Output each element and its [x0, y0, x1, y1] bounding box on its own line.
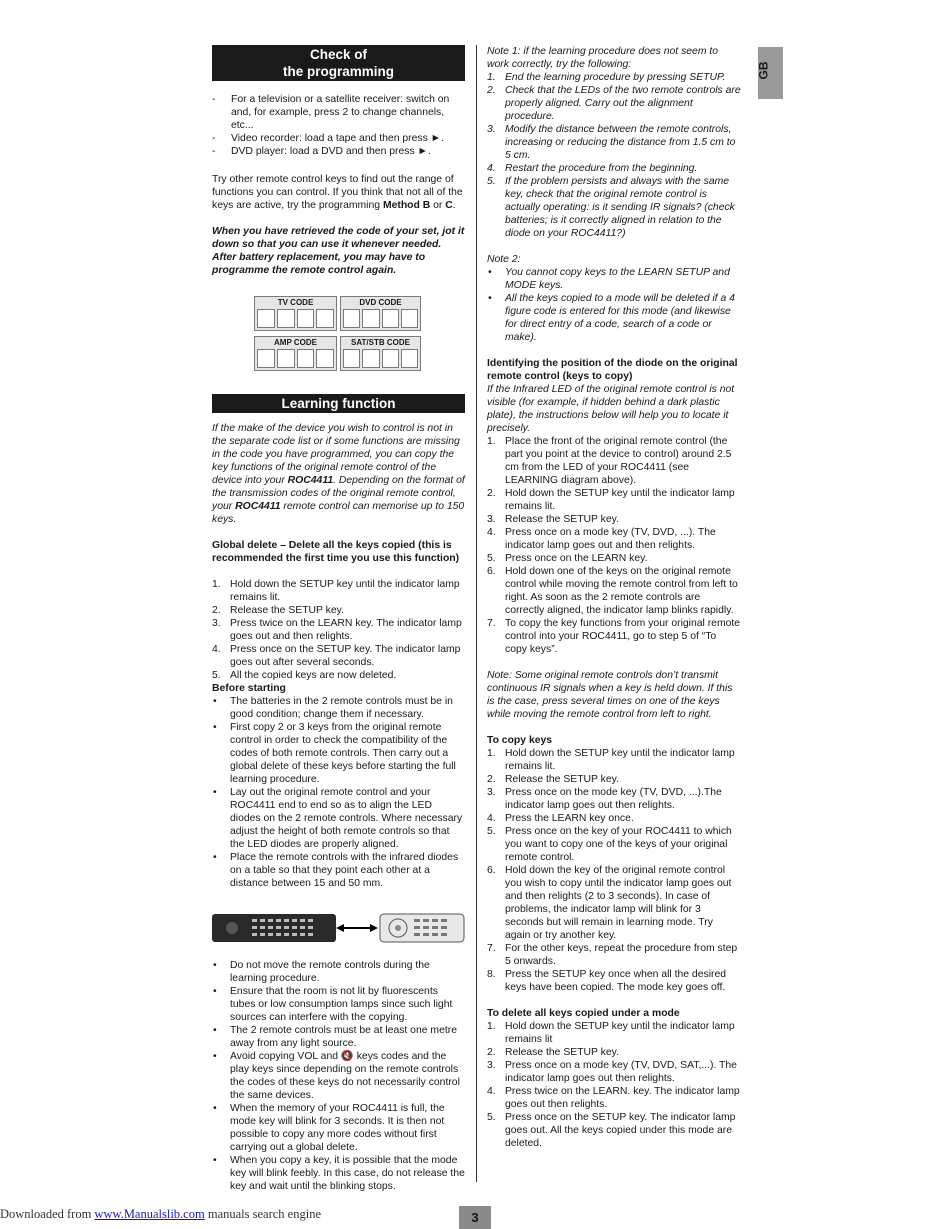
footer: [0, 1208, 321, 1221]
list-item: 7. To copy the key functions from your original remote control into your ROC4411, go to step 5 of “To copy keys”.: [487, 618, 741, 655]
list-item: 4. Restart the procedure from the beginning.: [487, 163, 698, 174]
list-item: 4. Press once on a mode key (TV, DVD, ...). The indicator lamp goes out and then relights.: [487, 527, 716, 551]
list-item: 1. Hold down the SETUP key until the indicator lamp remains lit.: [212, 579, 460, 603]
global-delete-heading: Global delete – Delete all the keys copied (this is recommended the first time you use this function): [212, 540, 460, 564]
dot: .: [452, 200, 456, 211]
model-name: ROC4411: [235, 501, 281, 512]
list-item: 2. Release the SETUP key.: [487, 774, 619, 785]
battery-note: After battery replacement, you may have to programme the remote control again.: [212, 252, 426, 276]
delete-mode-heading: To delete all keys copied under a mode: [487, 1008, 680, 1019]
check-title-line2: the programming: [282, 64, 394, 79]
list-item: • You cannot copy keys to the LEARN SETUP and MODE keys.: [487, 266, 741, 292]
roc4411-remote-image: [380, 914, 464, 942]
check-programming-banner: [212, 45, 465, 81]
identify-note: Note: Some original remote controls don’t transmit continuous IR signals when a key is held down. If this is the case, press several times on one of the keys while moving the remote control from left to right.: [487, 670, 733, 720]
arrow-right-head: [370, 924, 378, 932]
list-item: • Do not move the remote controls during the learning procedure.: [212, 959, 465, 985]
list-item: • First copy 2 or 3 keys from the original remote control in order to check the compatibility of the codes of both remote controls. Then carry out a global delete of these keys before starting the full learning procedure.: [212, 721, 465, 786]
list-item: • When you copy a key, it is possible that the mode key will blink feebly. In this case, do not release the key and wait until the blinking stops.: [212, 1154, 465, 1193]
list-item: 5. All the copied keys are now deleted.: [212, 670, 397, 681]
list-item: • All the keys copied to a mode will be deleted if a 4 figure code is entered for this mode (and likewise for direct entry of a code, search of a code or make).: [487, 292, 741, 344]
method-c: C: [445, 200, 453, 211]
list-item: • Lay out the original remote control and your ROC4411 end to end so as to align the LED diodes on the 2 remote controls. Where necessary adjust the height of both remote controls so that the LED diodes are properly aligned.: [212, 786, 465, 851]
list-item: 6. Hold down the key of the original remote control you wish to copy until the indicator lamp goes out and then relights (2 to 3 seconds). In case of problems, the indicator lamp will blink for 3 seconds but will remain in learning mode. Try again or try another key.: [487, 865, 732, 941]
list-item: 2. Release the SETUP key.: [487, 1047, 619, 1058]
list-item: • Ensure that the room is not lit by fluorescents tubes or low consumption lamps since such light sources can interfere with the copying.: [212, 985, 465, 1024]
learning-function-banner: Learning function: [212, 394, 465, 413]
column-divider: [476, 45, 477, 1182]
manualslib-link[interactable]: www.Manualslib.com: [94, 1207, 205, 1221]
method-b: Method B: [382, 200, 431, 211]
note1-intro: Note 1: if the learning procedure does not seem to work correctly, try the following:: [487, 46, 719, 70]
code-label: DVD CODE: [359, 298, 402, 307]
list-item: 1. Hold down the SETUP key until the indicator lamp remains lit: [487, 1021, 735, 1045]
list-item: 4. Press twice on the LEARN. key. The indicator lamp goes out then relights.: [487, 1086, 740, 1110]
list-item: 2. Check that the LEDs of the two remote controls are properly aligned. Carry out the alignment procedure.: [487, 85, 741, 122]
check-paragraph: [212, 173, 465, 212]
intro-text: remote control can memorise up to 150 keys.: [212, 501, 465, 525]
code-label: SAT/STB CODE: [351, 338, 410, 347]
list-item: 1. End the learning procedure by pressing SETUP.: [487, 72, 726, 83]
list-item: 5. Press once on the SETUP key. The indicator lamp goes out. All the keys copied under this mode are deleted.: [487, 1112, 736, 1149]
list-item: 8. Press the SETUP key once when all the desired keys have been copied. The mode key goes off.: [487, 969, 727, 993]
code-label: TV CODE: [277, 298, 314, 307]
footer-prefix: Downloaded from: [0, 1207, 95, 1221]
dvd-code-box: [340, 296, 421, 331]
amp-code-box: [254, 336, 337, 371]
list-item: 3. Release the SETUP key.: [487, 514, 619, 525]
footer-suffix: manuals search engine: [204, 1207, 321, 1221]
language-tab: [758, 47, 783, 99]
list-item: 5. If the problem persists and always with the same key, check that the original remote control is actually operating: is it sending IR signals? (check batteries; is it correctly aligned in relation to the diode on your ROC4411?): [487, 176, 735, 239]
model-name: ROC4411: [287, 475, 334, 486]
list-item: 6. Hold down one of the keys on the original remote control while moving the remote control from left to right. As soon as the 2 remote controls are correctly aligned, the indicator lamp blinks rapidly.: [487, 566, 738, 616]
list-item: 4. Press the LEARN key once.: [487, 813, 634, 824]
sat-stb-code-box: [340, 336, 421, 371]
language-tab-label: GB: [756, 61, 771, 80]
list-item: • The 2 remote controls must be at least one metre away from any light source.: [212, 1024, 465, 1050]
list-item: 2. Hold down the SETUP key until the indicator lamp remains lit.: [487, 488, 735, 512]
before-starting-list: [212, 695, 465, 890]
list-item: - Video recorder: load a tape and then press ►.: [212, 132, 465, 145]
list-item: 5. Press once on the LEARN key.: [487, 553, 648, 564]
note1-list: [487, 71, 741, 240]
page-number: 3: [459, 1206, 491, 1229]
list-item: - For a television or a satellite receiver: switch on and, for example, press 2 to change channels, etc...: [212, 93, 465, 132]
check-title-line1: Check of: [309, 47, 367, 62]
global-delete-steps: [212, 578, 465, 682]
intro-text: If the make of the device you wish to control is not in the separate code list or if some functions are missing in the code you have programmed, you can copy the key functions of the original remote control of the device into your: [212, 423, 460, 486]
list-item: 5. Press once on the key of your ROC4411 to which you want to copy one of the keys of your original remote control.: [487, 826, 732, 863]
list-item: • When the memory of your ROC4411 is full, the mode key will blink for 3 seconds. It is then not possible to copy any more codes without first carrying out a global delete.: [212, 1102, 465, 1154]
list-item: • Place the remote controls with the infrared diodes on a table so that they point each other at a distance between 15 and 50 mm.: [212, 851, 465, 890]
identify-heading: Identifying the position of the diode on the original remote control (keys to copy): [487, 358, 738, 382]
list-item: 3. Press once on a mode key (TV, DVD, SAT,...). The indicator lamp goes out then relights.: [487, 1060, 737, 1084]
remotes-illustration: [212, 913, 465, 943]
identify-intro: If the Infrared LED of the original remote control is not visible (for example, if hidden behind a dark plastic plate), the instructions below will help you to locate it precisely.: [487, 384, 735, 434]
left-column: [212, 45, 465, 1193]
list-item: 7. For the other keys, repeat the procedure from step 5 onwards.: [487, 943, 738, 967]
delete-mode-steps: [487, 1020, 741, 1150]
precautions-list: [212, 959, 465, 1193]
code-boxes: [254, 296, 465, 371]
list-item: 1. Hold down the SETUP key until the indicator lamp remains lit.: [487, 748, 735, 772]
list-item: - DVD player: load a DVD and then press ►.: [212, 145, 465, 158]
note2-list: [487, 266, 741, 344]
tv-code-box: [254, 296, 337, 331]
list-item: 3. Press twice on the LEARN key. The indicator lamp goes out and then relights.: [212, 618, 462, 642]
copy-keys-steps: [487, 747, 741, 994]
copy-keys-heading: To copy keys: [487, 735, 553, 746]
list-item: 2. Release the SETUP key.: [212, 605, 344, 616]
note2-intro: Note 2:: [487, 254, 521, 265]
check-list: [212, 93, 465, 158]
identify-steps: [487, 435, 741, 656]
arrow-left-head: [336, 924, 344, 932]
list-item: 3. Modify the distance between the remote controls, increasing or reducing the distance from 1.5 cm to 5 cm.: [487, 124, 736, 161]
intro-text: . Depending on the format of the transmission codes of the original remote control, your: [212, 475, 465, 512]
code-label: AMP CODE: [274, 338, 317, 347]
retrieved-note: When you have retrieved the code of your set, jot it down so that you can use it whenever needed.: [212, 226, 465, 250]
remotes-diagram: [212, 913, 465, 943]
list-item: 3. Press once on the mode key (TV, DVD, ...).The indicator lamp goes out then relights.: [487, 787, 722, 811]
right-column: [487, 45, 741, 1150]
list-item: 1. Place the front of the original remote control (the part you point at the device to control) around 2.5 cm from the LED of your ROC4411 (see LEARNING diagram above).: [487, 436, 732, 486]
list-item: 4. Press once on the SETUP key. The indicator lamp goes out after several seconds.: [212, 644, 461, 668]
learning-intro: [212, 422, 465, 526]
para-text: Try other remote control keys to find out the range of functions you can control. If you think that not all of the keys are active, try the programming: [212, 174, 463, 211]
before-starting-heading: Before starting: [212, 683, 286, 694]
list-item: • The batteries in the 2 remote controls must be in good condition; change them if necessary.: [212, 695, 465, 721]
list-item: • Avoid copying VOL and 🔇 keys codes and the play keys since depending on the remote controls the codes of these keys do not necessarily control the same devices.: [212, 1050, 465, 1102]
or-text: or: [430, 200, 446, 211]
